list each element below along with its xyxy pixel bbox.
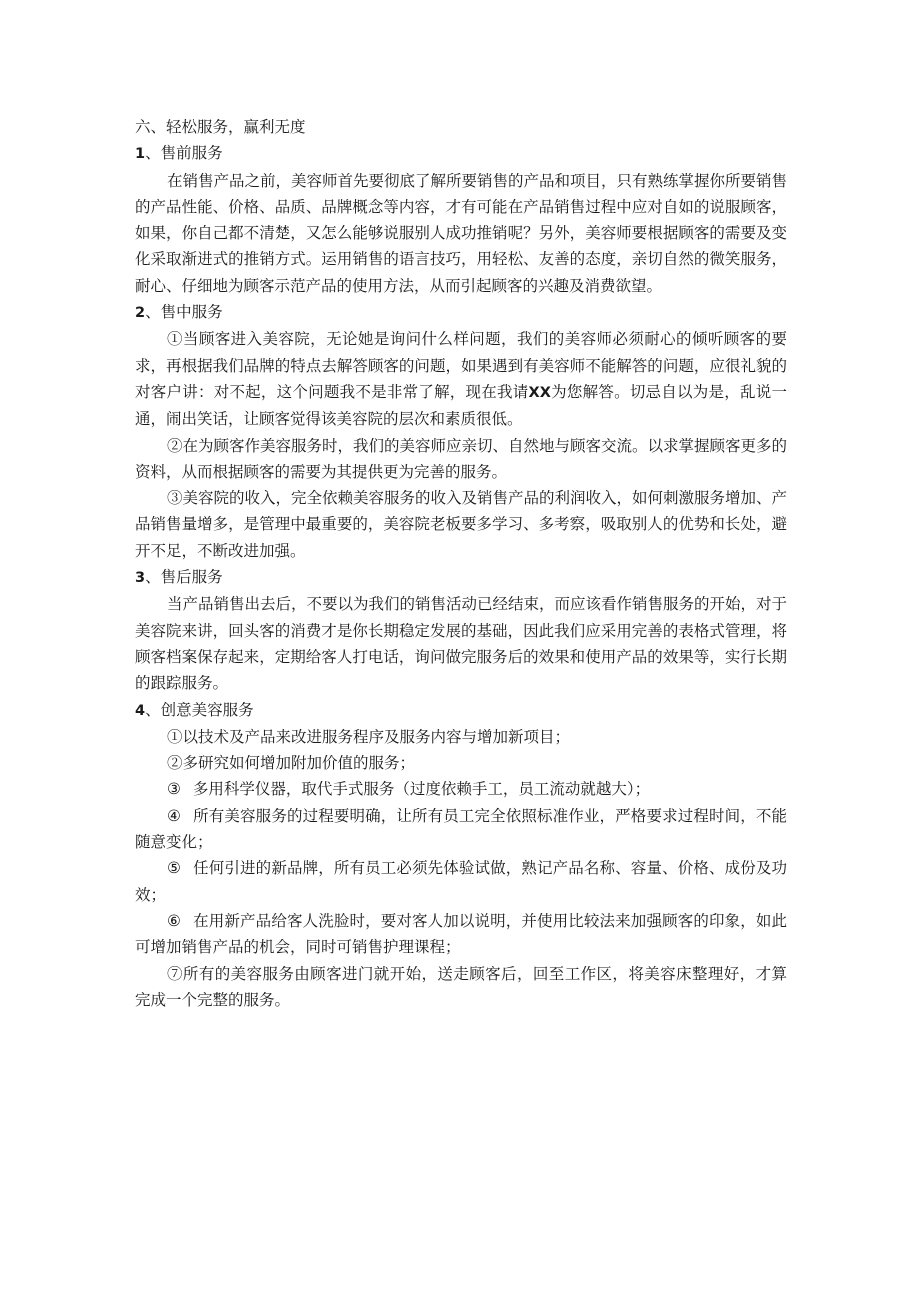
list-item	[135, 724, 787, 750]
list-item-marker: ⑤	[167, 859, 182, 878]
list-item	[135, 908, 787, 961]
paragraph: ②在为顾客作美容服务时，我们的美容师应亲切、自然地与顾客交流。以求掌握顾客更多的资料，从而根据顾客的需要为其提供更为完善的服务。	[135, 436, 788, 481]
list-item	[135, 855, 787, 908]
bold-placeholder: XX	[528, 384, 551, 401]
list-item-marker: ⑥	[167, 911, 182, 930]
list-item-marker: ⑦	[167, 964, 183, 983]
subsection-title: 、创意美容服务	[145, 700, 254, 719]
paragraph-text: ①当顾客进入美容院，无论她是询问什么样问题，我们的美容师必须耐心的倾听顾客的要求，再根据我们品牌的特点去解答顾客的问题，如果遇到有美容师不能解答的问题，应很礼貌的对客户讲：对不起，这个问题我不是非常了解，现在我请	[135, 330, 787, 401]
subsection-heading-3	[135, 564, 787, 591]
subsection-title: 、售前服务	[145, 144, 223, 163]
list-item-marker: ③	[167, 780, 181, 799]
list-item-text: 多研究如何增加附加价值的服务；	[182, 754, 416, 773]
list-item	[135, 961, 787, 1014]
list-item	[135, 776, 787, 802]
paragraph-text: 为您解答。切忌自以为是，乱说一通，闹出笑话，让顾客觉得该美容院的层次和素质很低。	[135, 382, 787, 429]
subsection-number: 2	[135, 305, 146, 322]
list-item-text: 多用科学仪器，取代手式服务（过度依赖手工，员工流动就越大）；	[192, 780, 651, 799]
paragraph: 当产品销售出去后，不要以为我们的销售活动已经结束，而应该看作销售服务的开始，对于美容院来讲，回头客的消费才是你长期稳定发展的基础，因此我们应采用完善的表格式管理，将顾客档案保存起来，定期给客人打电话，询问做完服务后的效果和使用产品的效果等，实行长期的跟踪服务。	[135, 595, 788, 693]
list-item-marker: ①	[167, 727, 183, 746]
list-item-text: 以技术及产品来改进服务程序及服务内容与增加新项目；	[182, 727, 571, 746]
list-item-text: 所有的美容服务由顾客进门就开始，送走顾客后，回至工作区，将美容床整理好，才算完成一个完整的服务。	[135, 964, 787, 1009]
list-item	[135, 750, 787, 776]
list-item-text: 所有美容服务的过程要明确，让所有员工完全依照标准作业，严格要求过程时间，不能随意变化；	[135, 806, 787, 852]
list-item	[135, 803, 787, 856]
list-item-text: 在用新产品给客人洗脸时，要对客人加以说明，并使用比较法来加强顾客的印象，如此可增加销售产品的机会，同时可销售护理课程；	[135, 911, 787, 957]
document-body	[135, 114, 787, 1013]
paragraph: ③美容院的收入，完全依赖美容服务的收入及销售产品的利润收入，如何刺激服务增加、产品销售量增多，是管理中最重要的，美容院老板要多学习、多考察，吸取别人的优势和长处，避开不足，不断改进加强。	[135, 489, 788, 560]
subsection-title: 、售后服务	[145, 568, 223, 587]
list-item-text: 任何引进的新品牌，所有员工必须先体验试做，熟记产品名称、容量、价格、成份及功效；	[135, 859, 787, 904]
paragraph	[135, 326, 787, 432]
subsection-number: 4	[135, 702, 146, 719]
subsection-number: 3	[135, 570, 146, 587]
list-item-marker: ②	[167, 754, 183, 773]
subsection-heading-1	[135, 140, 787, 167]
section-title: 六、轻松服务，赢利无度	[135, 118, 306, 136]
subsection-heading-4	[135, 697, 787, 724]
paragraph: 在销售产品之前，美容师首先要彻底了解所要销售的产品和项目，只有熟练掌握你所要销售的产品性能、价格、品质、品牌概念等内容，才有可能在产品销售过程中应对自如的说服顾客，如果，你自己都不清楚，又怎么能够说服别人成功推销呢？另外，美容师要根据顾客的需要及变化采取渐进式的推销方式。运用销售的语言技巧，用轻松、友善的态度，亲切自然的微笑服务，耐心、仔细地为顾客示范产品的使用方法，从而引起顾客的兴趣及消费欲望。	[135, 171, 788, 295]
subsection-title: 、售中服务	[145, 303, 223, 322]
subsection-heading-2	[135, 299, 787, 326]
subsection-number: 1	[135, 146, 146, 163]
list-item-marker: ④	[167, 806, 182, 825]
